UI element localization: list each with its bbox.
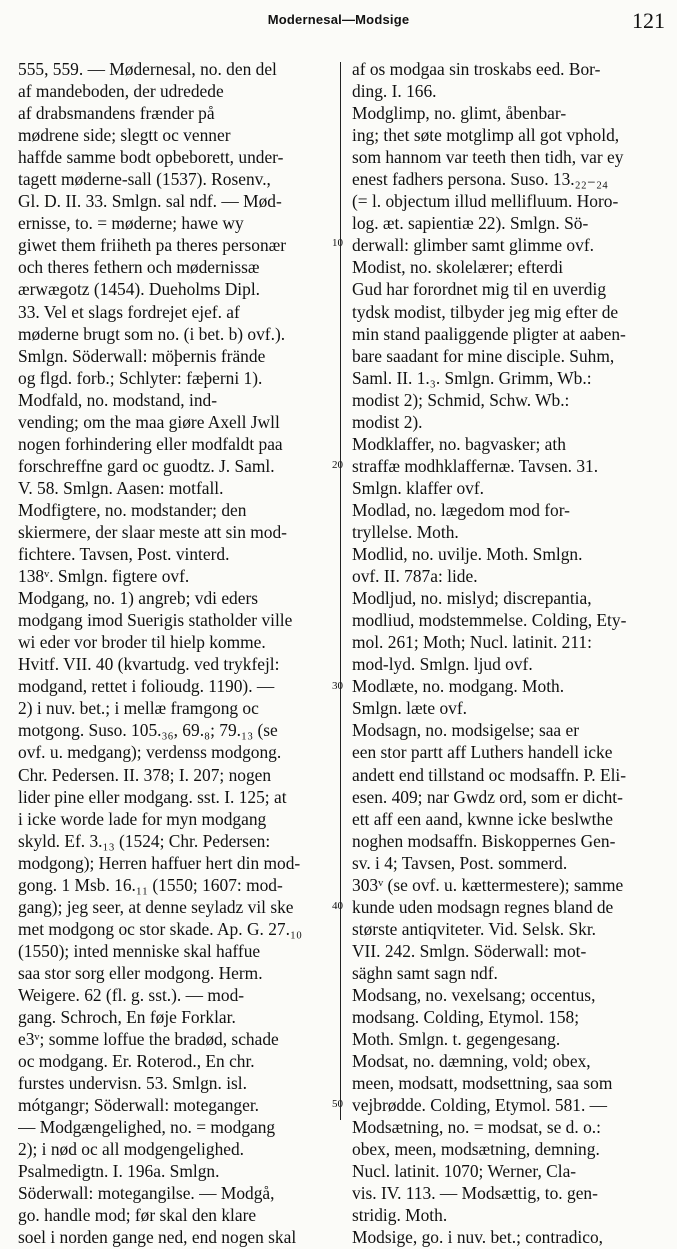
text-line: Hvitf. VII. 40 (kvartudg. ved trykfejl:	[18, 654, 280, 675]
text-line: ernisse, to. = møderne; hawe wy	[18, 213, 244, 234]
text-line: wi eder vor broder til hielp komme.	[18, 632, 266, 653]
text-line: og flgd. forb.; Schlyter: fæþerni 1).	[18, 367, 263, 388]
text-line: Smlgn. Söderwall: möþernis frände	[18, 345, 266, 366]
right-column	[352, 58, 666, 1249]
left-column	[18, 58, 330, 1249]
column-divider	[340, 62, 341, 1120]
text-line: ærwægotz (1454). Dueholms Dipl.	[18, 279, 260, 300]
text-line: mod-lyd. Smlgn. ljud ovf.	[352, 654, 533, 675]
text-line: største antiqviteter. Vid. Selsk. Skr.	[352, 918, 597, 939]
text-line: haffde samme bodt opbeborett, under-	[18, 147, 284, 168]
text-line: 2); i nød oc all modgengelighed.	[18, 1139, 245, 1160]
text-line: skyld. Ef. 3.₁₃ (1524; Chr. Pedersen:	[18, 830, 271, 851]
text-line: skiermere, der slaar meste att sin mod-	[18, 521, 287, 542]
text-line: Söderwall: motegangilse. — Modgå,	[18, 1183, 275, 1204]
text-line: Modgang, no. 1) angreb; vdi eders	[18, 588, 259, 609]
text-line: furstes undervisn. 53. Smlgn. isl.	[18, 1073, 247, 1094]
text-line: min stand paaliggende pligter at aaben-	[352, 323, 626, 344]
text-line: vis. IV. 113. — Modsættig, to. gen-	[352, 1183, 598, 1204]
text-line: fichtere. Tavsen, Post. vinterd.	[18, 544, 230, 565]
text-line: säghn samt sagn ndf.	[352, 962, 498, 983]
text-line: modist 2).	[352, 411, 423, 432]
line-number: 20	[332, 459, 343, 471]
text-line: gang. Schroch, En føje Forklar.	[18, 1007, 236, 1028]
text-line: Modglimp, no. glimt, åbenbar-	[352, 103, 567, 124]
text-line: ing; thet søte motglimp all got vphold,	[352, 125, 620, 146]
text-line: e3ᵛ; somme loffue the bradød, schade	[18, 1029, 279, 1050]
text-line: mol. 261; Moth; Nucl. latinit. 211:	[352, 632, 592, 653]
text-line: 2) i nuv. bet.; i mellæ framgong oc	[18, 698, 259, 719]
text-line: kunde uden modsagn regnes bland de	[352, 896, 614, 917]
text-line: tryllelse. Moth.	[352, 521, 459, 542]
text-line: tagett møderne-sall (1537). Rosenv.,	[18, 169, 271, 190]
line-number: 10	[332, 237, 343, 249]
text-line: soel i norden gange ned, end nogen skal	[18, 1227, 297, 1248]
text-line: modsang. Colding, Etymol. 158;	[352, 1007, 580, 1028]
text-line: Modsang, no. vexelsang; occentus,	[352, 984, 596, 1005]
text-line: nogen forhindering eller modfaldt paa	[18, 433, 283, 454]
text-line: andett end tillstand oc modsaffn. P. Eli-	[352, 764, 627, 785]
text-line: bare saadant for mine disciple. Suhm,	[352, 345, 615, 366]
text-line: Modsagn, no. modsigelse; saa er	[352, 720, 580, 741]
line-number: 40	[332, 900, 343, 912]
text-line: meen, modsatt, modsettning, saa som	[352, 1073, 613, 1094]
text-line: Smlgn. klaffer ovf.	[352, 477, 485, 498]
text-line: gong. 1 Msb. 16.₁₁ (1550; 1607: mod-	[18, 874, 283, 895]
text-line: mótgangr; Söderwall: moteganger.	[18, 1095, 259, 1116]
text-line: 555, 559. — Mødernesal, no. den del	[18, 59, 277, 79]
text-line: obex, meen, modsætning, demning.	[352, 1139, 600, 1160]
text-line: 303ᵛ (se ovf. u. kættermestere); samme	[352, 874, 624, 895]
text-line: Modklaffer, no. bagvasker; ath	[352, 433, 566, 454]
page-header	[0, 6, 677, 36]
text-line: stridig. Moth.	[352, 1205, 448, 1226]
text-line: (= l. objectum illud mellifluum. Horo-	[352, 191, 619, 212]
text-line: ding. I. 166.	[352, 81, 437, 102]
text-line: 138ᵛ. Smlgn. figtere ovf.	[18, 566, 190, 587]
text-line: sv. i 4; Tavsen, Post. sommerd.	[352, 852, 568, 873]
text-line: straffæ modhklaffernæ. Tavsen. 31.	[352, 455, 599, 476]
text-line: forschreffne gard oc guodtz. J. Saml.	[18, 455, 275, 476]
text-line: af os modgaa sin troskabs eed. Bor-	[352, 59, 601, 79]
text-line: een stor partt aff Luthers handell icke	[352, 742, 613, 763]
text-line: 33. Vel et slags fordrejet ejef. af	[18, 301, 240, 322]
text-line: modist 2); Schmid, Schw. Wb.:	[352, 389, 570, 410]
text-line: ovf. u. medgang); verdenss modgong.	[18, 742, 282, 763]
text-line: ovf. II. 787a: lide.	[352, 566, 478, 587]
text-line: af mandeboden, der udredede	[18, 81, 224, 102]
text-line: V. 58. Smlgn. Aasen: motfall.	[18, 477, 224, 498]
text-line: Modsætning, no. = modsat, se d. o.:	[352, 1117, 601, 1138]
text-line: (1550); inted menniske skal haffue	[18, 940, 261, 961]
text-line: Smlgn. læte ovf.	[352, 698, 467, 719]
text-line: i icke worde lade for myn modgang	[18, 808, 267, 829]
text-line: giwet them friiheth pa theres personær	[18, 235, 287, 256]
text-line: Modljud, no. mislyd; discrepantia,	[352, 588, 592, 609]
text-line: modgand, rettet i folioudg. 1190). —	[18, 676, 275, 697]
text-line: lider pine eller modgang. sst. I. 125; at	[18, 786, 287, 807]
text-line: VII. 242. Smlgn. Söderwall: mot-	[352, 940, 587, 961]
text-line: tydsk modist, tilbyder jeg mig efter de	[352, 301, 619, 322]
text-line: Modlid, no. uvilje. Moth. Smlgn.	[352, 544, 583, 565]
text-line: Modist, no. skolelærer; efterdi	[352, 257, 564, 278]
text-line: och theres fethern och mødernissæ	[18, 257, 260, 278]
text-line: som hannom var teeth then tidh, var ey	[352, 147, 624, 168]
text-line: oc modgang. Er. Roterod., En chr.	[18, 1051, 255, 1072]
text-line: Weigere. 62 (fl. g. sst.). — mod-	[18, 984, 245, 1005]
line-number: 30	[332, 680, 343, 692]
text-line: Modlæte, no. modgang. Moth.	[352, 676, 565, 697]
text-line: Nucl. latinit. 1070; Werner, Cla-	[352, 1161, 577, 1182]
text-line: — Modgængelighed, no. = modgang	[18, 1117, 276, 1138]
page-number: 121	[632, 8, 665, 33]
text-line: modgong); Herren haffuer hert din mod-	[18, 852, 301, 873]
text-line: Saml. II. 1.₃. Smlgn. Grimm, Wb.:	[352, 367, 592, 388]
text-line: ett aff een aand, kwnne icke beslwthe	[352, 808, 613, 829]
text-line: Modfigtere, no. modstander; den	[18, 499, 247, 520]
line-number: 50	[332, 1098, 343, 1110]
text-line: mødrene side; slegtt oc venner	[18, 125, 231, 146]
text-line: gang); jeg seer, at denne seyladz vil ske	[18, 896, 294, 917]
text-line: Gud har forordnet mig til en uverdig	[352, 279, 607, 300]
text-line: esen. 409; nar Gwdz ord, som er dicht-	[352, 786, 623, 807]
text-line: Chr. Pedersen. II. 378; I. 207; nogen	[18, 764, 272, 785]
text-line: vending; om the maa giøre Axell Jwll	[18, 411, 280, 432]
text-line: Psalmedigtn. I. 196a. Smlgn.	[18, 1161, 220, 1182]
text-line: møderne brugt som no. (i bet. b) ovf.).	[18, 323, 286, 344]
text-line: derwall: glimber samt glimme ovf.	[352, 235, 594, 256]
text-line: log. æt. sapientiæ 22). Smlgn. Sö-	[352, 213, 589, 234]
text-line: Modsige, go. i nuv. bet.; contradico,	[352, 1227, 603, 1248]
text-line: Moth. Smlgn. t. gegengesang.	[352, 1029, 561, 1050]
text-line: met modgong oc stor skade. Ap. G. 27.₁₀	[18, 918, 303, 939]
text-line: motgong. Suso. 105.₃₆, 69.₈; 79.₁₃ (se	[18, 720, 278, 741]
text-line: Gl. D. II. 33. Smlgn. sal ndf. — Mød-	[18, 191, 282, 212]
text-line: af drabsmandens frænder på	[18, 103, 215, 124]
text-line: Modfald, no. modstand, ind-	[18, 389, 218, 410]
text-line: Modsat, no. dæmning, vold; obex,	[352, 1051, 591, 1072]
text-line: saa stor sorg eller modgong. Herm.	[18, 962, 263, 983]
running-head: Modernesal—Modsige	[267, 12, 410, 27]
text-line: modgang imod Suerigis statholder ville	[18, 610, 293, 631]
text-line: go. handle mod; før skal den klare	[18, 1205, 257, 1226]
text-line: vejbrødde. Colding, Etymol. 581. —	[352, 1095, 608, 1116]
text-line: noghen modsaffn. Biskoppernes Gen-	[352, 830, 616, 851]
text-line: Modlad, no. lægedom mod for-	[352, 499, 570, 520]
text-line: modliud, modstemmelse. Colding, Ety-	[352, 610, 627, 631]
text-line: enest fadhers persona. Suso. 13.₂₂₋₂₄	[352, 169, 609, 190]
